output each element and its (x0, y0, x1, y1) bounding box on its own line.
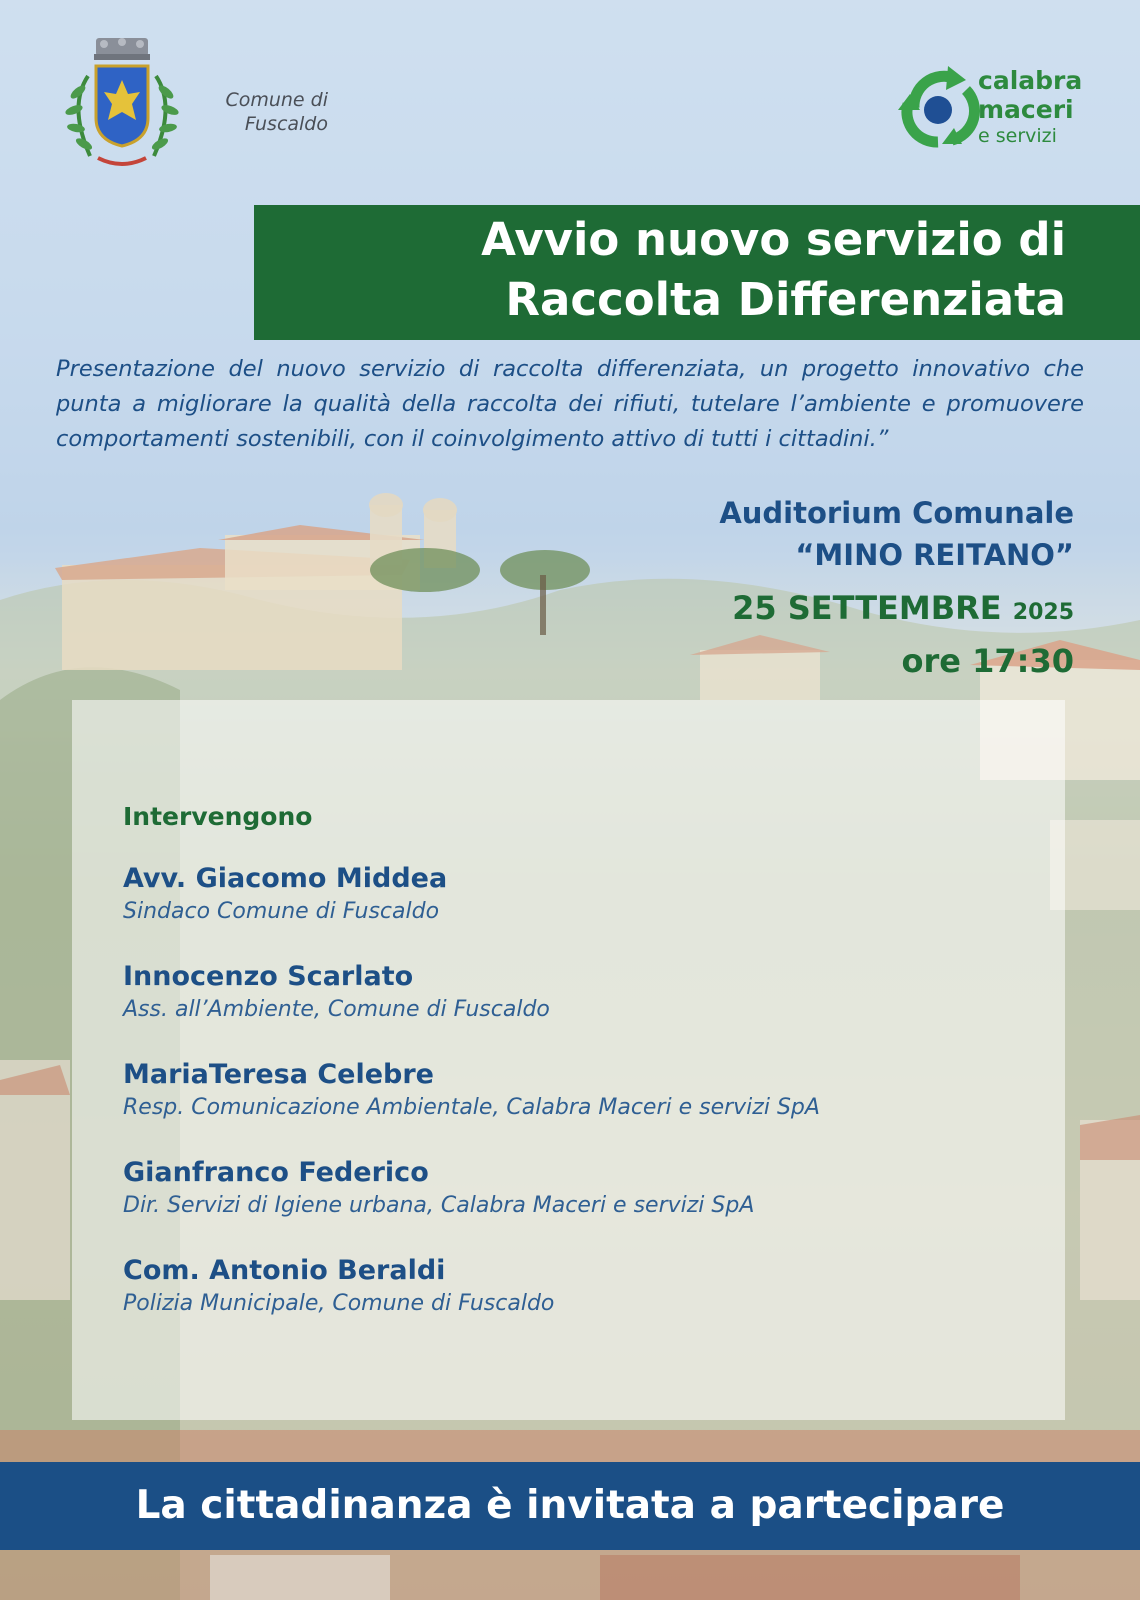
speaker-item (123, 1058, 1023, 1124)
invitation-text: La cittadinanza è invitata a partecipare (135, 1483, 1005, 1528)
venue-line1: Auditorium Comunale (719, 496, 1074, 530)
event-date-day-month: 25 SETTEMBRE (732, 589, 1002, 627)
speaker-name: Gianfranco Federico (123, 1157, 429, 1188)
calabra-maceri-logo-text (978, 66, 1098, 148)
brand-line3: e servizi (978, 125, 1057, 147)
title-banner (254, 205, 1140, 340)
speaker-name: MariaTeresa Celebre (123, 1059, 434, 1090)
speaker-role: Ass. all’Ambiente, Comune di Fuscaldo (123, 997, 550, 1022)
title-line1: Avvio nuovo servizio di (481, 213, 1066, 266)
comune-name-line2: Fuscaldo (244, 113, 328, 135)
speaker-item (123, 1254, 1023, 1320)
invitation-banner (0, 1462, 1140, 1550)
speaker-name: Innocenzo Scarlato (123, 961, 414, 992)
speakers-list (123, 800, 1023, 1352)
event-time: ore 17:30 (901, 642, 1074, 680)
speaker-role: Polizia Municipale, Comune di Fuscaldo (123, 1291, 555, 1316)
speaker-item (123, 862, 1023, 928)
brand-line2: maceri (978, 95, 1074, 124)
speaker-item (123, 1156, 1023, 1222)
speaker-role: Sindaco Comune di Fuscaldo (123, 899, 440, 924)
event-date (514, 584, 1074, 637)
event-details (514, 492, 1074, 685)
comune-name-line1: Comune di (225, 89, 328, 111)
speaker-role: Dir. Servizi di Igiene urbana, Calabra Maceri e servizi SpA (123, 1193, 755, 1218)
venue-line2: “MINO REITANO” (795, 538, 1074, 572)
speaker-name: Com. Antonio Beraldi (123, 1255, 446, 1286)
speaker-name: Avv. Giacomo Middea (123, 863, 448, 894)
speaker-role: Resp. Comunicazione Ambientale, Calabra Maceri e servizi SpA (123, 1095, 820, 1120)
speakers-heading: Intervengono (123, 802, 313, 831)
comune-name (188, 88, 328, 136)
title-line2: Raccolta Differenziata (505, 273, 1066, 326)
speaker-item (123, 960, 1023, 1026)
event-date-year: 2025 (1012, 600, 1074, 625)
brand-line1: calabra (978, 66, 1083, 95)
event-description: Presentazione del nuovo servizio di raccolta differenziata, un progetto innovativo che punta a migliorare la qualità della raccolta dei rifiuti, tutelare l’ambiente e promuovere comportamenti sostenibili, con il coinvolgimento attivo di tutti i cittadini.” (56, 356, 1084, 452)
comune-coat-of-arms-logo (48, 36, 198, 176)
